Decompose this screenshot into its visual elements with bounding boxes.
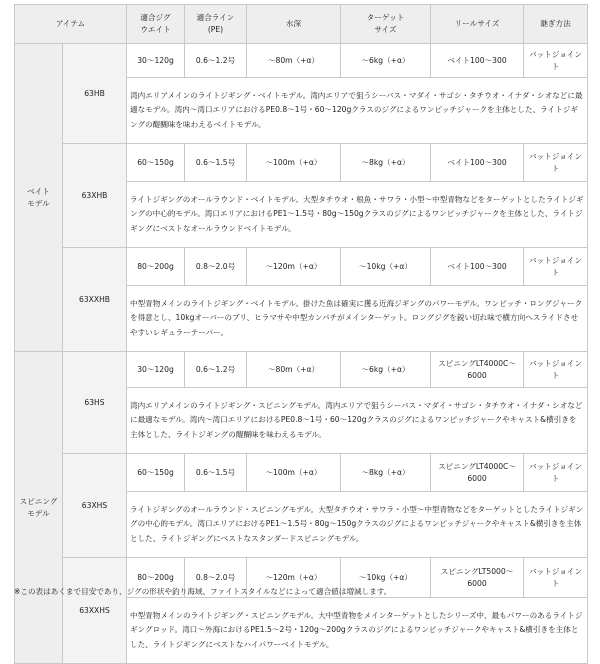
reel-size-cell: スピニングLT4000C〜6000	[431, 454, 524, 492]
spec-row	[15, 144, 588, 182]
reel-size-cell: ベイト100〜300	[431, 248, 524, 286]
target-size-cell: 〜10kg（+α）	[341, 248, 431, 286]
joint-cell: バットジョイント	[524, 352, 588, 388]
spec-table-body	[15, 44, 588, 664]
line-cell: 0.6〜1.2号	[185, 44, 247, 78]
line-cell: 0.6〜1.5号	[185, 144, 247, 182]
depth-cell: 〜100m（+α）	[247, 144, 341, 182]
model-description: 中型青物メインのライトジギング・ベイトモデル。掛けた魚は確実に獲る近海ジギングのパワーモデル。ワンピッチ・ロングジャークを得意とし、10kgオーバーのブリ、ヒラマサや中型カンパチがメインターゲット。ロングジグを鋭い切れ味で横方向へスライドさせやすいレギュラーテーパー。	[127, 286, 588, 352]
model-description: ライトジギングのオールラウンド・スピニングモデル。大型タチウオ・サワラ・小型〜中型青物などをターゲットとしたライトジギングの中心的モデル。湾口エリアにおけるPE1〜1.5号・80g〜150gクラスのジグによるワンピッチジャークやキャスト&横引きを主体とした、ライトジギングにベストなスタンダードスピニングモデル。	[127, 492, 588, 558]
jig-weight-cell: 80〜200g	[127, 248, 185, 286]
line-cell: 0.6〜1.5号	[185, 454, 247, 492]
header-item: アイテム	[15, 5, 127, 44]
header-jig-weight: 適合ジグ ウエイト	[127, 5, 185, 44]
header-reel-size: リールサイズ	[431, 5, 524, 44]
footnote: ※この表はあくまで目安であり、ジグの形状や釣り海域、ファイトスタイルなどによって適合値は増減します。	[14, 587, 392, 596]
target-size-cell: 〜8kg（+α）	[341, 144, 431, 182]
spec-table-container	[14, 4, 587, 664]
joint-cell: バットジョイント	[524, 558, 588, 598]
jig-weight-cell: 60〜150g	[127, 454, 185, 492]
model-name: 63XXHB	[63, 248, 127, 352]
target-size-cell: 〜8kg（+α）	[341, 454, 431, 492]
jig-weight-cell: 60〜150g	[127, 144, 185, 182]
spec-row	[15, 352, 588, 388]
depth-cell: 〜80m（+α）	[247, 44, 341, 78]
group-label: ベイト モデル	[15, 44, 63, 352]
model-description: 湾内エリアメインのライトジギング・ベイトモデル。湾内エリアで狙うシーバス・マダイ・サゴシ・タチウオ・イナダ・シオなどに最適なモデル。湾内〜湾口エリアにおけるPE0.8〜1号・60〜120gクラスのジグによるワンピッチジャークを主体とした、ライトジギングの醍醐味を味わえるベイトモデル。	[127, 78, 588, 144]
joint-cell: バットジョイント	[524, 248, 588, 286]
jig-weight-cell: 30〜120g	[127, 352, 185, 388]
depth-cell: 〜80m（+α）	[247, 352, 341, 388]
header-depth: 水深	[247, 5, 341, 44]
model-name: 63HS	[63, 352, 127, 454]
reel-size-cell: ベイト100〜300	[431, 44, 524, 78]
jig-weight-cell: 30〜120g	[127, 44, 185, 78]
header-joint: 継ぎ方法	[524, 5, 588, 44]
model-description: ライトジギングのオールラウンド・ベイトモデル。大型タチウオ・根魚・サワラ・小型〜中型青物などをターゲットとしたライトジギングの中心的モデル。湾口エリアにおけるPE1〜1.5号・80g〜150gクラスのジグによるワンピッチジャークを主体とした、ライトジギングにベストなオールラウンドベイトモデル。	[127, 182, 588, 248]
depth-cell: 〜120m（+α）	[247, 248, 341, 286]
spec-row	[15, 44, 588, 78]
line-cell: 0.8〜2.0号	[185, 248, 247, 286]
group-label: スピニング モデル	[15, 352, 63, 664]
model-name: 63XXHS	[63, 558, 127, 664]
spec-row	[15, 248, 588, 286]
spec-row	[15, 454, 588, 492]
model-name: 63XHB	[63, 144, 127, 248]
model-description: 湾内エリアメインのライトジギング・スピニングモデル。湾内エリアで狙うシーバス・マダイ・サゴシ・タチウオ・イナダ・シオなどに最適なモデル。湾内〜湾口エリアにおけるPE0.8〜1号・60〜120gクラスのジグによるワンピッチジャークやキャスト&横引きを主体とした、ライトジギングの醍醐味を味わえるモデル。	[127, 388, 588, 454]
model-name: 63XHS	[63, 454, 127, 558]
line-cell: 0.6〜1.2号	[185, 352, 247, 388]
depth-cell: 〜120m（+α）	[247, 558, 341, 598]
header-row	[15, 5, 588, 44]
reel-size-cell: スピニングLT4000C〜6000	[431, 352, 524, 388]
spec-table	[14, 4, 588, 664]
reel-size-cell: スピニングLT5000〜6000	[431, 558, 524, 598]
joint-cell: バットジョイント	[524, 44, 588, 78]
header-target-size: ターゲット サイズ	[341, 5, 431, 44]
target-size-cell: 〜6kg（+α）	[341, 352, 431, 388]
reel-size-cell: ベイト100〜300	[431, 144, 524, 182]
depth-cell: 〜100m（+α）	[247, 454, 341, 492]
header-line: 適合ライン (PE)	[185, 5, 247, 44]
line-cell: 0.8〜2.0号	[185, 558, 247, 598]
target-size-cell: 〜10kg（+α）	[341, 558, 431, 598]
joint-cell: バットジョイント	[524, 144, 588, 182]
model-name: 63HB	[63, 44, 127, 144]
joint-cell: バットジョイント	[524, 454, 588, 492]
target-size-cell: 〜6kg（+α）	[341, 44, 431, 78]
model-description: 中型青物メインのライトジギング・スピニングモデル。大中型青物をメインターゲットとしたシリーズ中、最もパワーのあるライトジギングロッド。湾口〜外海におけるPE1.5〜2号・120g〜200gクラスのジグによるワンピッチジャークやキャスト&横引きを主体とした、ライトジギングにベストなハイパワーベイトモデル。	[127, 598, 588, 664]
jig-weight-cell: 80〜200g	[127, 558, 185, 598]
